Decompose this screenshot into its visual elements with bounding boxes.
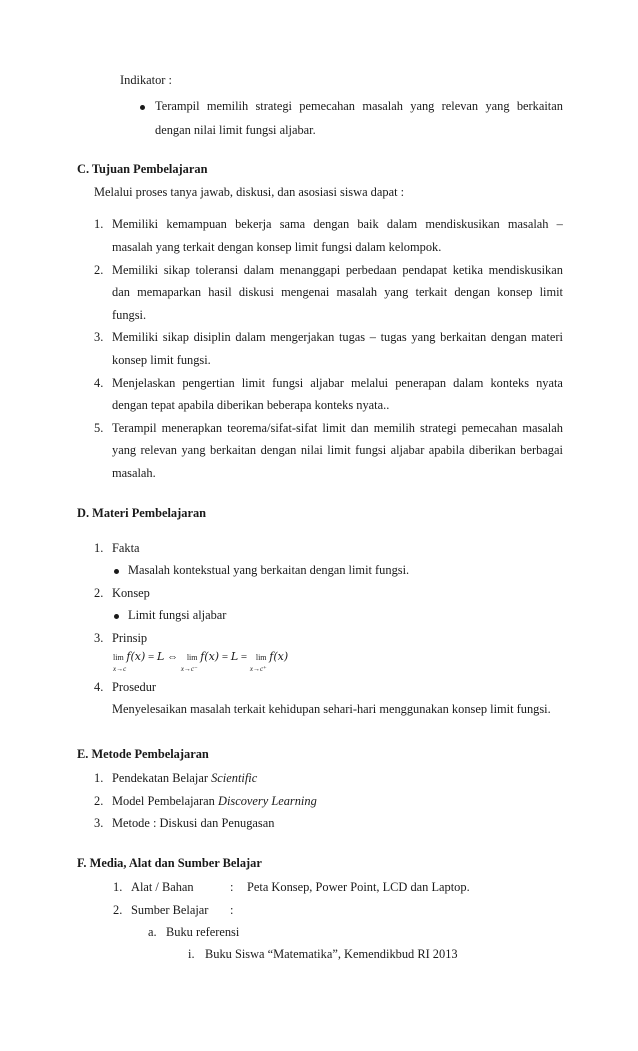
word: perbedaan xyxy=(345,263,397,277)
bullet-icon xyxy=(114,569,119,574)
word: relevan xyxy=(441,99,479,113)
word: ketika xyxy=(452,263,483,277)
alat-value: Peta Konsep, Power Point, LCD dan Laptop. xyxy=(247,880,470,894)
word: aljabar xyxy=(390,443,425,457)
word: yang xyxy=(485,99,510,113)
word: dalam xyxy=(386,217,418,231)
goal-1-line-2: masalah yang terkait dengan konsep limit fungsi dalam kelompok. xyxy=(112,240,442,254)
word: sikap xyxy=(163,263,190,277)
word: dan xyxy=(112,285,130,299)
alat-label: Alat / Bahan xyxy=(131,880,194,894)
goal-5-number: 5. xyxy=(94,421,104,435)
section-c-heading: C. Tujuan Pembelajaran xyxy=(77,162,208,176)
fakta-number: 1. xyxy=(94,541,104,555)
lim-operator-2: lim x→c⁻ xyxy=(180,653,198,673)
prosedur-text: Menyelesaikan masalah terkait kehidupan sehari-hari menggunakan konsep limit fungsi. xyxy=(112,702,551,716)
equals-sign: = xyxy=(221,651,229,663)
word: bekerja xyxy=(235,217,272,231)
word: – xyxy=(556,217,563,231)
word: Terampil xyxy=(155,99,200,113)
word: diskusi xyxy=(238,285,274,299)
word: mengerjakan xyxy=(270,330,335,344)
lim-operator-1: lim x→c xyxy=(113,653,127,673)
lim-subscript-1: x→c xyxy=(113,665,127,673)
word: dengan xyxy=(260,443,297,457)
word: mendiskusikan xyxy=(425,217,500,231)
word: menerapkan xyxy=(161,421,223,435)
word: limit xyxy=(322,421,346,435)
equals-sign: = xyxy=(148,651,155,663)
word: aljabar xyxy=(310,376,344,390)
goal-4-line-1 xyxy=(112,376,563,391)
goal-5-line-1 xyxy=(112,421,563,436)
word: berbagai xyxy=(520,443,563,457)
sumber-label: Sumber Belajar xyxy=(131,903,209,917)
lim-subscript-2: x→c⁻ xyxy=(180,665,198,673)
word: limit xyxy=(327,443,351,457)
prinsip-number: 3. xyxy=(94,631,104,645)
word: sikap xyxy=(162,330,189,344)
word: yang xyxy=(112,443,137,457)
word: materi xyxy=(531,330,563,344)
sumber-colon: : xyxy=(230,903,234,917)
fx-term-2: f(x) xyxy=(200,650,220,663)
limit-value-l: L xyxy=(230,650,239,663)
alat-number: 1. xyxy=(113,880,123,894)
word: berkaitan xyxy=(210,443,257,457)
section-c-intro: Melalui proses tanya jawab, diskusi, dan asosiasi siswa dapat : xyxy=(94,185,405,199)
word: yang xyxy=(181,443,206,457)
word: dengan xyxy=(454,285,491,299)
goal-4-number: 4. xyxy=(94,376,104,390)
word: Menjelaskan xyxy=(112,376,176,390)
word: baik xyxy=(357,217,379,231)
word: hasil xyxy=(208,285,232,299)
method-3-number: 3. xyxy=(94,816,104,830)
goal-2-number: 2. xyxy=(94,263,104,277)
word: melalui xyxy=(350,376,389,390)
word: pendapat xyxy=(402,263,448,277)
word: pemecahan xyxy=(299,99,356,113)
fakta-text: Masalah kontekstual yang berkaitan dengan limit fungsi. xyxy=(128,563,410,577)
fx-term-3: f(x) xyxy=(269,650,289,663)
section-e-heading: E. Metode Pembelajaran xyxy=(77,747,209,761)
word: masalah xyxy=(522,421,563,435)
goal-5-line-3: masalah. xyxy=(112,466,156,480)
word: terkait xyxy=(415,285,448,299)
goal-3-number: 3. xyxy=(94,330,104,344)
word: limit xyxy=(241,376,266,390)
method-1-emphasis: Scientific xyxy=(211,771,258,785)
sub-i-text: Buku Siswa “Matematika”, Kemendikbud RI 2013 xyxy=(205,947,458,961)
word: relevan xyxy=(140,443,178,457)
word: mengenai xyxy=(281,285,330,299)
lim-operator-3: lim x→c⁺ xyxy=(249,653,267,673)
sub-a-letter: a. xyxy=(148,925,157,939)
limit-value-l: L xyxy=(157,650,165,663)
fakta-title: Fakta xyxy=(112,541,140,555)
method-3-text: Metode : Diskusi dan Penugasan xyxy=(112,816,275,830)
word: strategi xyxy=(420,421,457,435)
word: penerapan xyxy=(395,376,447,390)
word: dengan xyxy=(313,217,350,231)
word: dengan xyxy=(490,330,527,344)
goal-2-line-3: fungsi. xyxy=(112,308,147,322)
word: yang xyxy=(410,99,435,113)
word: strategi xyxy=(255,99,292,113)
iff-symbol: ⇔ xyxy=(167,651,179,663)
alat-colon: : xyxy=(230,880,234,894)
sub-a-text: Buku referensi xyxy=(166,925,240,939)
word: fungsi xyxy=(355,443,387,457)
word: memilih xyxy=(373,421,416,435)
word: tugas xyxy=(338,330,366,344)
word: Memiliki xyxy=(112,263,159,277)
sub-i-roman: i. xyxy=(188,947,195,961)
word: apabila xyxy=(428,443,465,457)
goal-1-number: 1. xyxy=(94,217,104,231)
equals-sign: = xyxy=(240,651,248,663)
word: konteks xyxy=(490,376,530,390)
word: yang xyxy=(411,330,436,344)
bullet-icon xyxy=(140,105,145,110)
word: berkaitan xyxy=(516,99,563,113)
word: Memiliki xyxy=(112,217,159,231)
section-f-heading: F. Media, Alat dan Sumber Belajar xyxy=(77,856,262,870)
prosedur-title: Prosedur xyxy=(112,680,157,694)
konsep-number: 2. xyxy=(94,586,104,600)
konsep-text: Limit fungsi aljabar xyxy=(128,608,227,622)
word: kemampuan xyxy=(166,217,227,231)
word: konsep xyxy=(497,285,533,299)
word: menanggapi xyxy=(279,263,341,277)
konsep-title: Konsep xyxy=(112,586,150,600)
goal-3-line-2: konsep limit fungsi. xyxy=(112,353,211,367)
word: tugas xyxy=(380,330,407,344)
prinsip-title: Prinsip xyxy=(112,631,148,645)
section-d-heading: D. Materi Pembelajaran xyxy=(77,506,207,520)
word: mendiskusikan xyxy=(488,263,563,277)
word: limit xyxy=(539,285,563,299)
method-2-emphasis: Discovery Learning xyxy=(218,794,317,808)
method-1-text: Pendekatan Belajar Scientific xyxy=(112,771,258,785)
sumber-number: 2. xyxy=(113,903,123,917)
lim-subscript-3: x→c⁺ xyxy=(249,665,267,673)
word: yang xyxy=(384,285,409,299)
word: memaparkan xyxy=(137,285,202,299)
goal-4-line-2: dengan tepat apabila diberikan beberapa konteks nyata.. xyxy=(112,398,390,412)
method-2-number: 2. xyxy=(94,794,104,808)
indicator-line-2: dengan nilai limit fungsi aljabar. xyxy=(155,123,316,137)
goal-1-line-1 xyxy=(112,217,563,232)
word: dalam xyxy=(243,263,275,277)
word: disiplin xyxy=(193,330,231,344)
method-1-number: 1. xyxy=(94,771,104,785)
bullet-icon xyxy=(114,614,119,619)
goal-2-line-2 xyxy=(112,285,563,300)
word: – xyxy=(369,330,376,344)
word: masalah xyxy=(336,285,378,299)
goal-2-line-1 xyxy=(112,263,563,278)
word: fungsi xyxy=(272,376,304,390)
method-2-text: Model Pembelajaran Discovery Learning xyxy=(112,794,317,808)
word: pemecahan xyxy=(461,421,518,435)
word: sama xyxy=(279,217,306,231)
fx-term-1: f(x) xyxy=(126,650,146,663)
prinsip-formula xyxy=(113,650,289,673)
word: masalah xyxy=(507,217,549,231)
word: Memiliki xyxy=(112,330,159,344)
goal-3-line-1 xyxy=(112,330,563,345)
word: dan xyxy=(350,421,369,435)
goal-5-line-2 xyxy=(112,443,563,458)
word: berkaitan xyxy=(440,330,487,344)
prosedur-number: 4. xyxy=(94,680,104,694)
word: dalam xyxy=(235,330,266,344)
word: dalam xyxy=(453,376,484,390)
word: masalah xyxy=(362,99,403,113)
indicator-label: Indikator : xyxy=(120,73,172,87)
word: nilai xyxy=(300,443,323,457)
word: Terampil xyxy=(112,421,157,435)
word: diberikan xyxy=(469,443,516,457)
indicator-line-1 xyxy=(155,99,563,114)
word: nyata xyxy=(536,376,563,390)
word: memilih xyxy=(206,99,249,113)
word: toleransi xyxy=(195,263,239,277)
word: pengertian xyxy=(182,376,235,390)
word: teorema/sifat-sifat xyxy=(227,421,318,435)
